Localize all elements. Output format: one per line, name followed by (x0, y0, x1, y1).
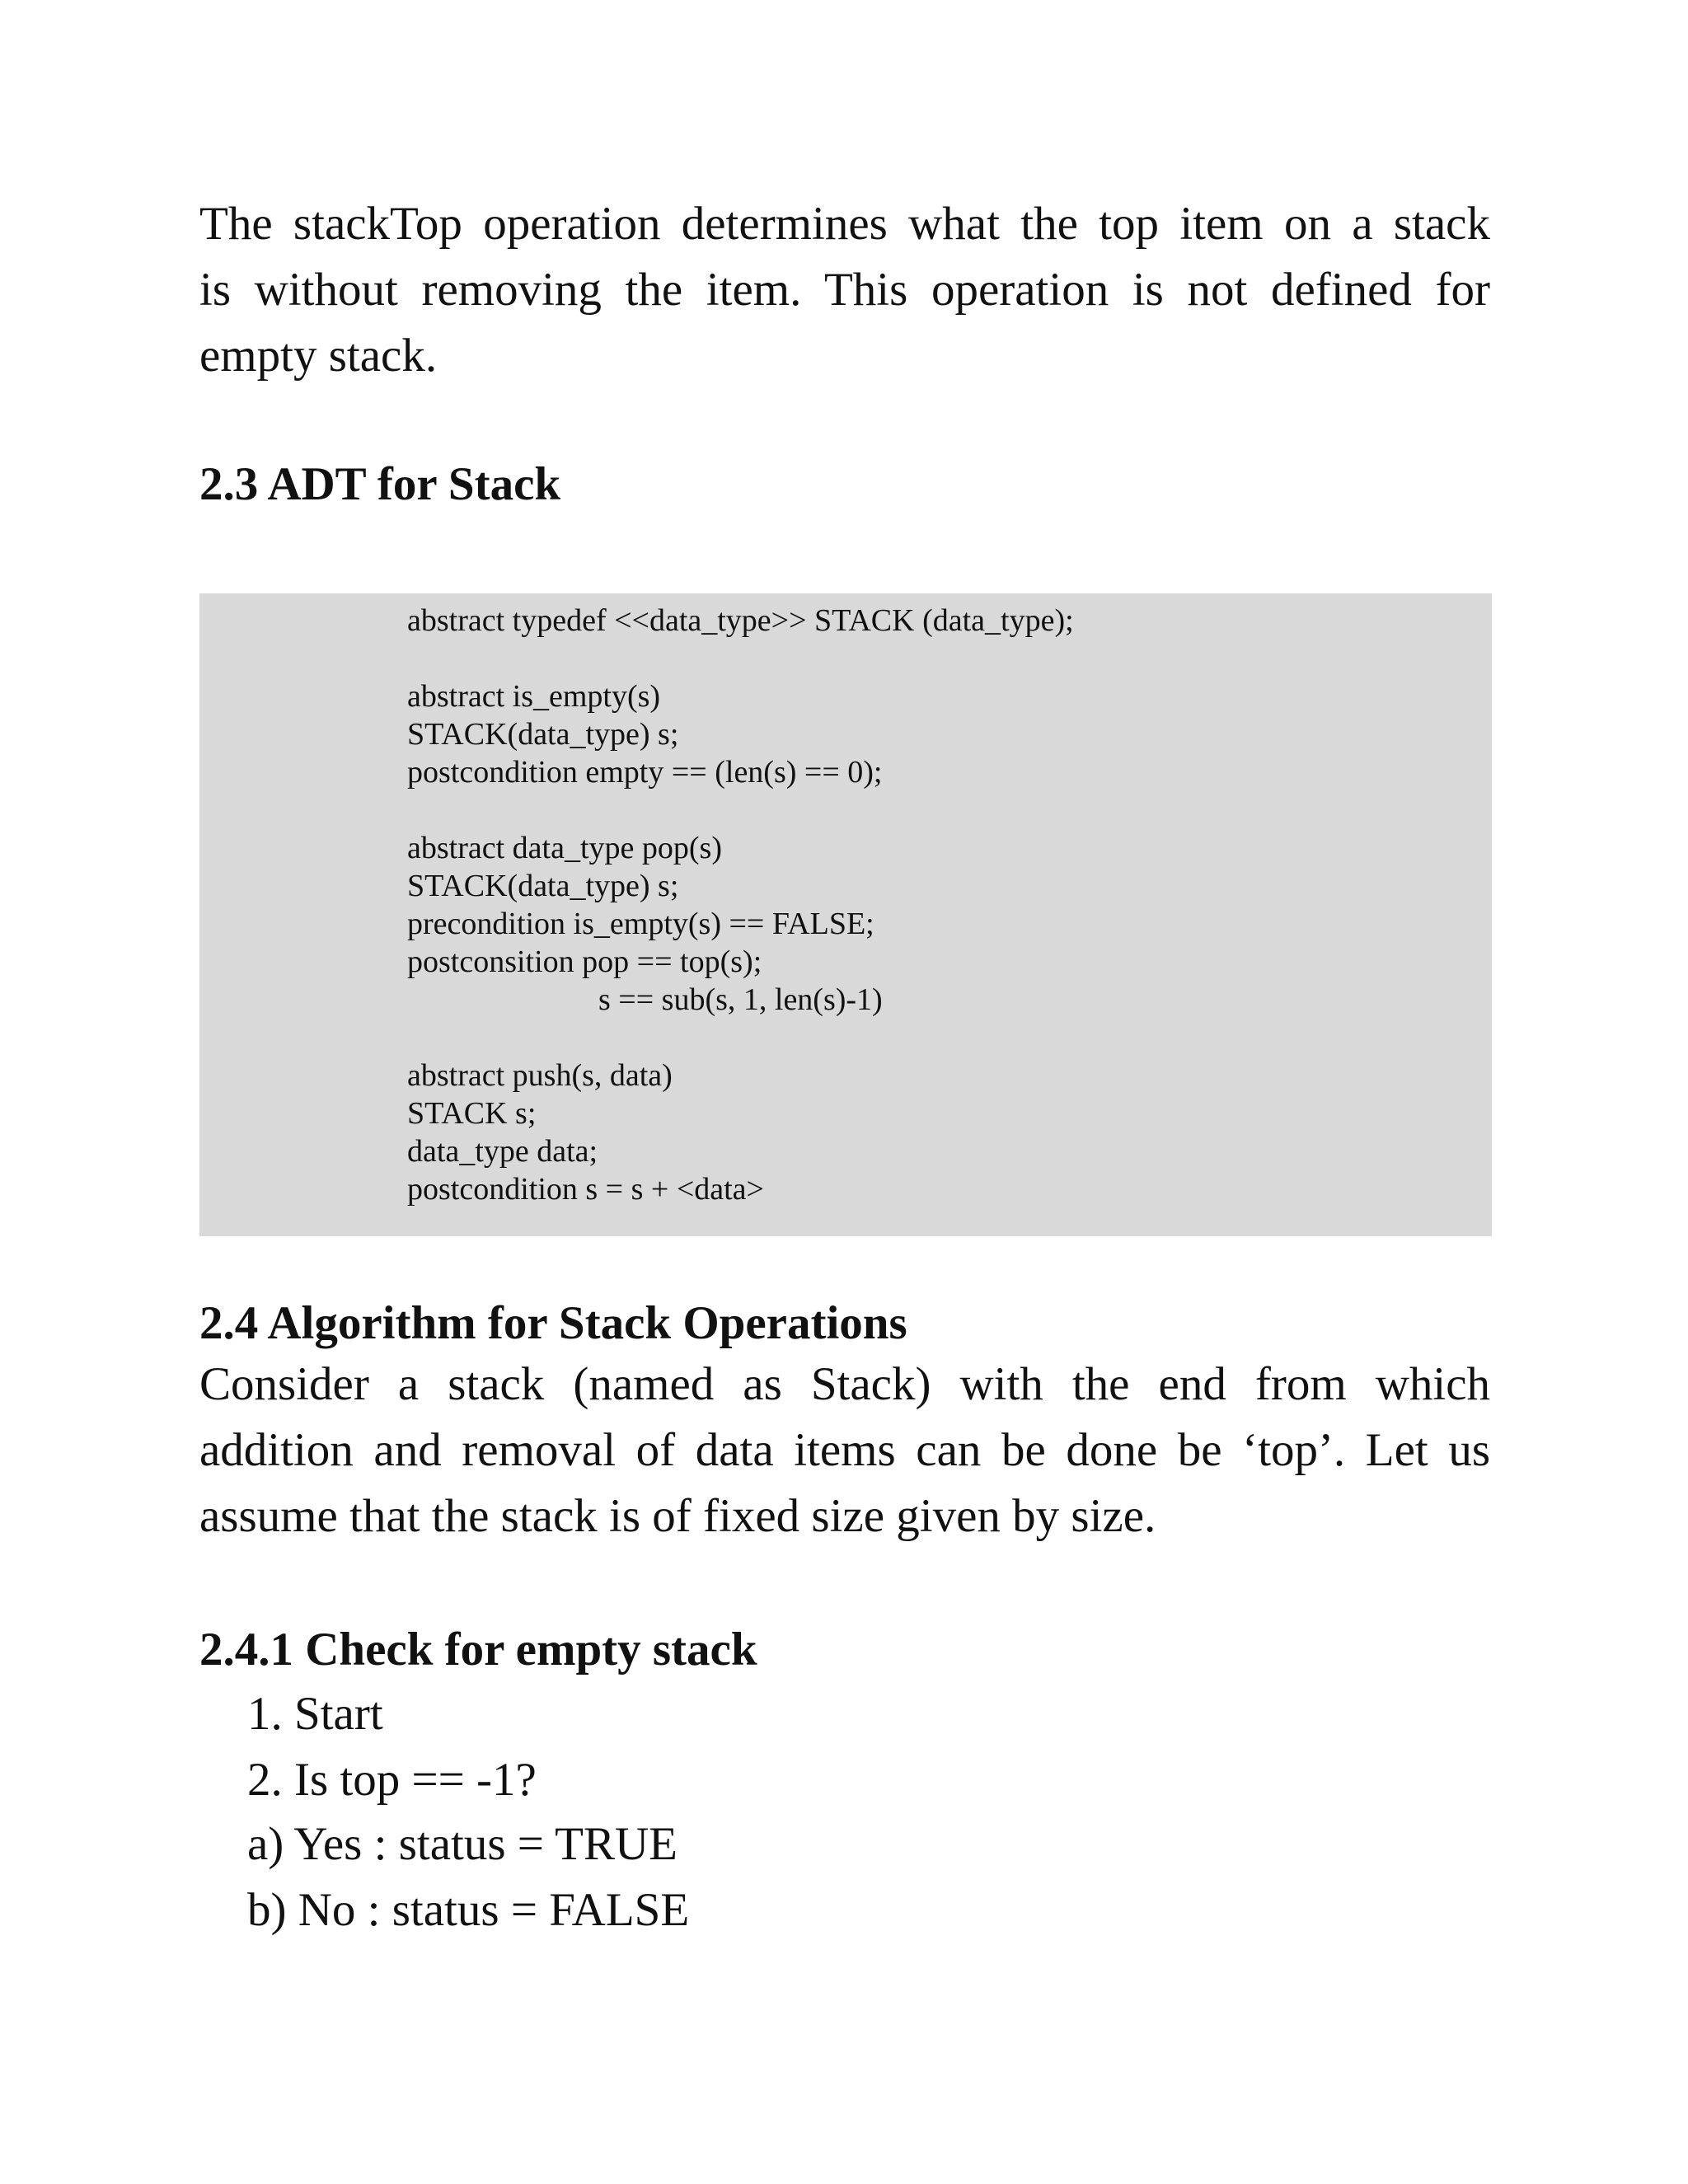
code-line: precondition is_empty(s) == FALSE; (407, 907, 874, 941)
intro-line: The stackTop operation determines what the top item on a stack (199, 198, 1490, 250)
code-line: data_type data; (407, 1134, 598, 1169)
code-line: STACK s; (407, 1096, 537, 1131)
section-heading-2-4-1: 2.4.1 Check for empty stack (199, 1624, 757, 1675)
algorithm-step: a) Yes : status = TRUE (247, 1818, 678, 1870)
section-heading-2-3: 2.3 ADT for Stack (199, 458, 561, 510)
code-line: abstract push(s, data) (407, 1058, 673, 1093)
section-heading-2-4: 2.4 Algorithm for Stack Operations (199, 1297, 907, 1349)
intro-line: empty stack. (199, 330, 438, 382)
paragraph-line: assume that the stack is of fixed size given by size. (199, 1490, 1156, 1542)
algorithm-step: 1. Start (247, 1688, 383, 1740)
code-line: postcondition s = s + <data> (407, 1172, 764, 1207)
code-line: abstract is_empty(s) (407, 679, 661, 714)
paragraph-line: Consider a stack (named as Stack) with the end from which (199, 1358, 1490, 1410)
code-line: s == sub(s, 1, len(s)-1) (598, 982, 883, 1017)
code-line: abstract typedef <<data_type>> STACK (data_type); (407, 603, 1074, 638)
algorithm-step: b) No : status = FALSE (247, 1884, 690, 1936)
intro-line: is without removing the item. This operation is not defined for (199, 264, 1490, 316)
code-line: postconsition pop == top(s); (407, 944, 762, 979)
section-2-4-paragraph (199, 1352, 1490, 1549)
adt-code-block (199, 593, 1492, 1236)
code-line: STACK(data_type) s; (407, 869, 679, 903)
algorithm-step: 2. Is top == -1? (247, 1754, 537, 1806)
code-line: postcondition empty == (len(s) == 0); (407, 755, 883, 790)
code-line: abstract data_type pop(s) (407, 831, 722, 865)
code-line: STACK(data_type) s; (407, 717, 679, 752)
intro-paragraph (199, 191, 1490, 389)
paragraph-line: addition and removal of data items can be done be ‘top’. Let us (199, 1424, 1490, 1476)
